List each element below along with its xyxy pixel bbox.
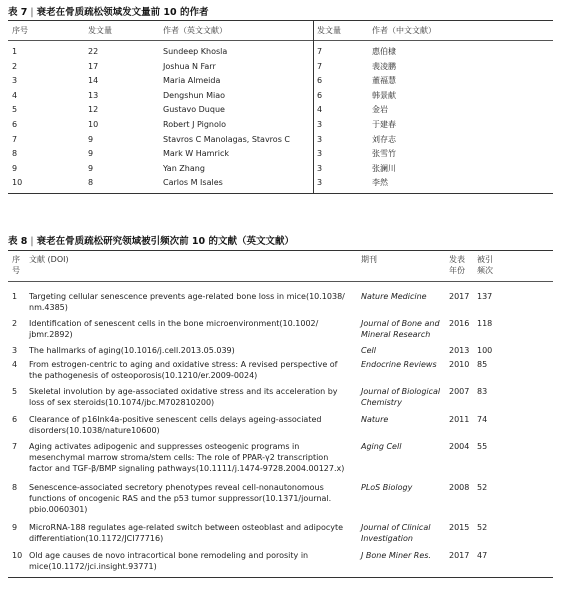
caption-divider: | — [30, 7, 34, 18]
table8-cell-num: 8 — [12, 483, 18, 492]
table7-cell-author-cn: 刘存志 — [372, 134, 396, 144]
table7-cell-num: 5 — [12, 105, 18, 115]
table7-title: 衰老在骨质疏松领域发文量前 10 的作者 — [36, 7, 209, 18]
table8-header-cites-2: 频次 — [477, 266, 493, 275]
table8-cell-journal — [361, 386, 440, 408]
table7-header-count-cn: 发文量 — [317, 26, 341, 35]
table7-header-count-en: 发文量 — [88, 26, 112, 35]
table8-bottom-rule — [8, 577, 553, 578]
doc-line: The hallmarks of aging(10.1016/j.cell.2013.05.039) — [29, 346, 235, 355]
table8-cell-journal — [361, 522, 430, 544]
doc-line: disorders(10.1038/nature10600) — [29, 426, 160, 435]
doc-line: nm.4385) — [29, 303, 68, 312]
doc-line: functions of oncogenic RAS and the p53 tumor suppressor(10.1371/journal. — [29, 494, 332, 503]
table8-header-year-2: 年份 — [449, 266, 465, 275]
table7-cell-author-cn: 于建春 — [372, 120, 396, 129]
doc-line: Clearance of p16Ink4a-positive senescent cells delays ageing-associated — [29, 415, 322, 424]
table8-cell-year: 2017 — [449, 292, 470, 301]
doc-line: Aging activates adipogenic and suppresses osteogenic programs in — [29, 442, 300, 451]
table8-cell-cites: 137 — [477, 292, 493, 301]
table7-cell-author-en: Dengshun Miao — [163, 90, 226, 100]
table8-cell-num: 1 — [12, 292, 18, 301]
table8-cell-cites: 85 — [477, 360, 488, 369]
table7-cell-author-cn: 张雪竹 — [372, 149, 396, 159]
table8-cell-doc — [29, 359, 338, 381]
journal-line: Endocrine Reviews — [361, 360, 437, 369]
table8-cell-num: 7 — [12, 442, 18, 451]
table8-cell-year: 2010 — [449, 360, 470, 369]
table8-cell-doc — [29, 291, 345, 313]
table7-column-divider — [313, 21, 314, 193]
table7-cell-author-en: Mark W Hamrick — [163, 149, 229, 159]
table7-cell-count-en: 14 — [88, 76, 99, 86]
table8-cell-year: 2007 — [449, 387, 470, 396]
table7-cell-author-cn: 裴凌鹏 — [372, 61, 396, 71]
table8-top-rule — [8, 250, 553, 251]
table7-cell-count-cn: 6 — [317, 76, 323, 86]
doc-line: jbmr.2892) — [29, 330, 73, 339]
table7-cell-count-cn: 3 — [317, 120, 323, 129]
doc-line: mesenchymal marrow stroma/stem cells: The role of PPAR-γ2 transcription — [29, 453, 329, 462]
table7-cell-author-cn: 董福慧 — [372, 76, 396, 86]
table8-cell-cites: 52 — [477, 483, 488, 492]
table8-cell-journal — [361, 345, 376, 356]
table7-cell-num: 10 — [12, 178, 23, 188]
table7-cell-count-cn: 6 — [317, 90, 323, 100]
table7-cell-author-en: Robert J Pignolo — [163, 120, 226, 129]
journal-line: Investigation — [361, 534, 413, 543]
table8-cell-year: 2013 — [449, 346, 470, 355]
table8-cell-num: 3 — [12, 346, 18, 355]
table7-cell-author-en: Carlos M Isales — [163, 178, 223, 188]
journal-line: Nature Medicine — [361, 292, 427, 301]
table7-cell-count-cn: 7 — [317, 61, 323, 71]
journal-line: Cell — [361, 346, 376, 355]
journal-line: Nature — [361, 415, 389, 424]
table8-caption — [8, 233, 294, 247]
table8-header-cites-1: 被引 — [477, 255, 493, 264]
doc-line: loss of sex steroids(10.1074/jbc.M702810200) — [29, 398, 215, 407]
table7-cell-author-cn: 张澜川 — [372, 163, 396, 173]
table7-cell-num: 8 — [12, 149, 18, 159]
doc-line: factor and TGF-β/BMP signaling pathways(10.1111/j.1474-9728.2004.00127.x) — [29, 464, 345, 473]
caption-divider: | — [30, 236, 34, 247]
journal-line: Journal of Clinical — [361, 523, 431, 532]
journal-line: Journal of Bone and — [361, 319, 440, 328]
table8-header-year-1: 发表 — [449, 255, 465, 264]
doc-line: Identification of senescent cells in the bone microenvironment(10.1002/ — [29, 319, 319, 328]
table7-cell-author-en: Gustavo Duque — [163, 105, 225, 115]
table8-cell-doc — [29, 318, 318, 340]
table8-cell-cites: 74 — [477, 415, 488, 424]
table7-cell-count-en: 9 — [88, 149, 94, 159]
table7-cell-count-cn: 3 — [317, 178, 323, 188]
table8-cell-num: 5 — [12, 387, 18, 396]
table7-top-rule — [8, 20, 553, 21]
table7-cell-num: 7 — [12, 134, 18, 144]
table8-header-doc: 文献 (DOI) — [29, 255, 69, 264]
table8-cell-doc — [29, 482, 331, 515]
table7-label: 表 7 — [8, 7, 28, 18]
table8-cell-cites: 100 — [477, 346, 493, 355]
table7-cell-count-en: 12 — [88, 105, 99, 115]
table7-cell-count-en: 17 — [88, 61, 99, 71]
table7-cell-count-cn: 3 — [317, 134, 323, 144]
table7-cell-count-en: 9 — [88, 134, 94, 144]
table8-cell-cites: 47 — [477, 551, 488, 560]
journal-line: PLoS Biology — [361, 483, 413, 492]
doc-line: the pathogenesis of osteoporosis(10.1210/er.2009-0024) — [29, 371, 258, 380]
table7-cell-author-cn: 李然 — [372, 178, 388, 188]
table8-cell-cites: 55 — [477, 442, 488, 451]
table8-cell-journal — [361, 482, 412, 493]
table8-cell-year: 2011 — [449, 415, 470, 424]
table7-cell-count-cn: 3 — [317, 163, 323, 173]
table7-cell-author-cn: 韩景献 — [372, 90, 396, 100]
doc-line: Senescence-associated secretory phenotypes reveal cell-nonautonomous — [29, 483, 324, 492]
table7-header-author-en: 作者（英文文献） — [163, 26, 227, 35]
table8-header-num-1: 序 — [12, 255, 20, 264]
table8-title: 衰老在骨质疏松研究领域被引频次前 10 的文献（英文文献） — [36, 236, 294, 247]
table7-cell-count-en: 9 — [88, 163, 94, 173]
table7-cell-count-en: 8 — [88, 178, 94, 188]
doc-line: Skeletal involution by age-associated oxidative stress and its acceleration by — [29, 387, 338, 396]
table7-cell-count-cn: 4 — [317, 105, 323, 115]
table7-cell-count-en: 22 — [88, 47, 99, 56]
table8-cell-num: 2 — [12, 319, 18, 328]
table8-cell-num: 10 — [12, 551, 23, 560]
table8-cell-journal — [361, 414, 388, 425]
table7-cell-num: 9 — [12, 163, 18, 173]
table8-cell-cites: 118 — [477, 319, 493, 328]
journal-line: Mineral Research — [361, 330, 431, 339]
table8-cell-year: 2017 — [449, 551, 470, 560]
table7-cell-count-cn: 3 — [317, 149, 323, 159]
journal-line: Journal of Biological — [361, 387, 441, 396]
journal-line: Aging Cell — [361, 442, 402, 451]
table7-bottom-rule — [8, 193, 553, 194]
table7-cell-count-en: 13 — [88, 90, 99, 100]
table7-header-rule — [8, 40, 553, 41]
table8-header-rule — [8, 281, 553, 282]
table7-header-author-cn: 作者（中文文献） — [372, 26, 436, 35]
table8-cell-doc — [29, 522, 343, 544]
doc-line: differentiation(10.1172/JCI77716) — [29, 534, 164, 543]
table8-cell-doc — [29, 414, 321, 436]
table8-cell-journal — [361, 550, 431, 561]
table7-cell-num: 1 — [12, 47, 18, 56]
table7-cell-author-cn: 金岩 — [372, 105, 388, 115]
table7-cell-num: 2 — [12, 61, 18, 71]
table7-cell-num: 3 — [12, 76, 18, 86]
table8-cell-cites: 52 — [477, 523, 488, 532]
table7-cell-author-en: Sundeep Khosla — [163, 47, 228, 56]
doc-line: Targeting cellular senescence prevents age-related bone loss in mice(10.1038/ — [29, 292, 345, 301]
journal-line: Chemistry — [361, 398, 402, 407]
table8-cell-doc — [29, 386, 338, 408]
table8-cell-num: 6 — [12, 415, 18, 424]
doc-line: MicroRNA-188 regulates age-related switch between osteoblast and adipocyte — [29, 523, 344, 532]
table8-header-num-2: 号 — [12, 266, 20, 275]
table8-cell-year: 2015 — [449, 523, 470, 532]
table8-cell-year: 2004 — [449, 442, 470, 451]
table7-header-num: 序号 — [12, 26, 28, 35]
table8-cell-journal — [361, 359, 437, 370]
table8-cell-journal — [361, 291, 427, 302]
table8-label: 表 8 — [8, 236, 28, 247]
table8-cell-num: 4 — [12, 360, 18, 369]
table7-cell-author-en: Stavros C Manolagas, Stavros C — [163, 134, 290, 144]
journal-line: J Bone Miner Res. — [361, 551, 431, 560]
table8-cell-doc — [29, 441, 344, 474]
table7-cell-count-en: 10 — [88, 120, 99, 129]
table7-caption — [8, 4, 208, 18]
doc-line: From estrogen-centric to aging and oxidative stress: A revised perspective of — [29, 360, 338, 369]
table7-cell-num: 4 — [12, 90, 18, 100]
table8-cell-journal — [361, 318, 440, 340]
table8-cell-year: 2008 — [449, 483, 470, 492]
table8-cell-num: 9 — [12, 523, 18, 532]
table8-header-journal: 期刊 — [361, 255, 377, 264]
table8-cell-cites: 83 — [477, 387, 488, 396]
table8-cell-year: 2016 — [449, 319, 470, 328]
doc-line: Old age causes de novo intracortical bone remodeling and porosity in — [29, 551, 309, 560]
table7-cell-author-en: Yan Zhang — [163, 163, 205, 173]
table7-cell-author-en: Joshua N Farr — [163, 61, 216, 71]
table7-cell-count-cn: 7 — [317, 47, 323, 56]
table7-cell-author-cn: 惠伯棣 — [372, 47, 396, 56]
table8-cell-doc — [29, 550, 308, 572]
table7-cell-author-en: Maria Almeida — [163, 76, 221, 86]
table8-cell-doc — [29, 345, 235, 356]
table7-cell-num: 6 — [12, 120, 18, 129]
doc-line: mice(10.1172/jci.insight.93771) — [29, 562, 157, 571]
table8-cell-journal — [361, 441, 401, 452]
doc-line: pbio.0060301) — [29, 505, 88, 514]
